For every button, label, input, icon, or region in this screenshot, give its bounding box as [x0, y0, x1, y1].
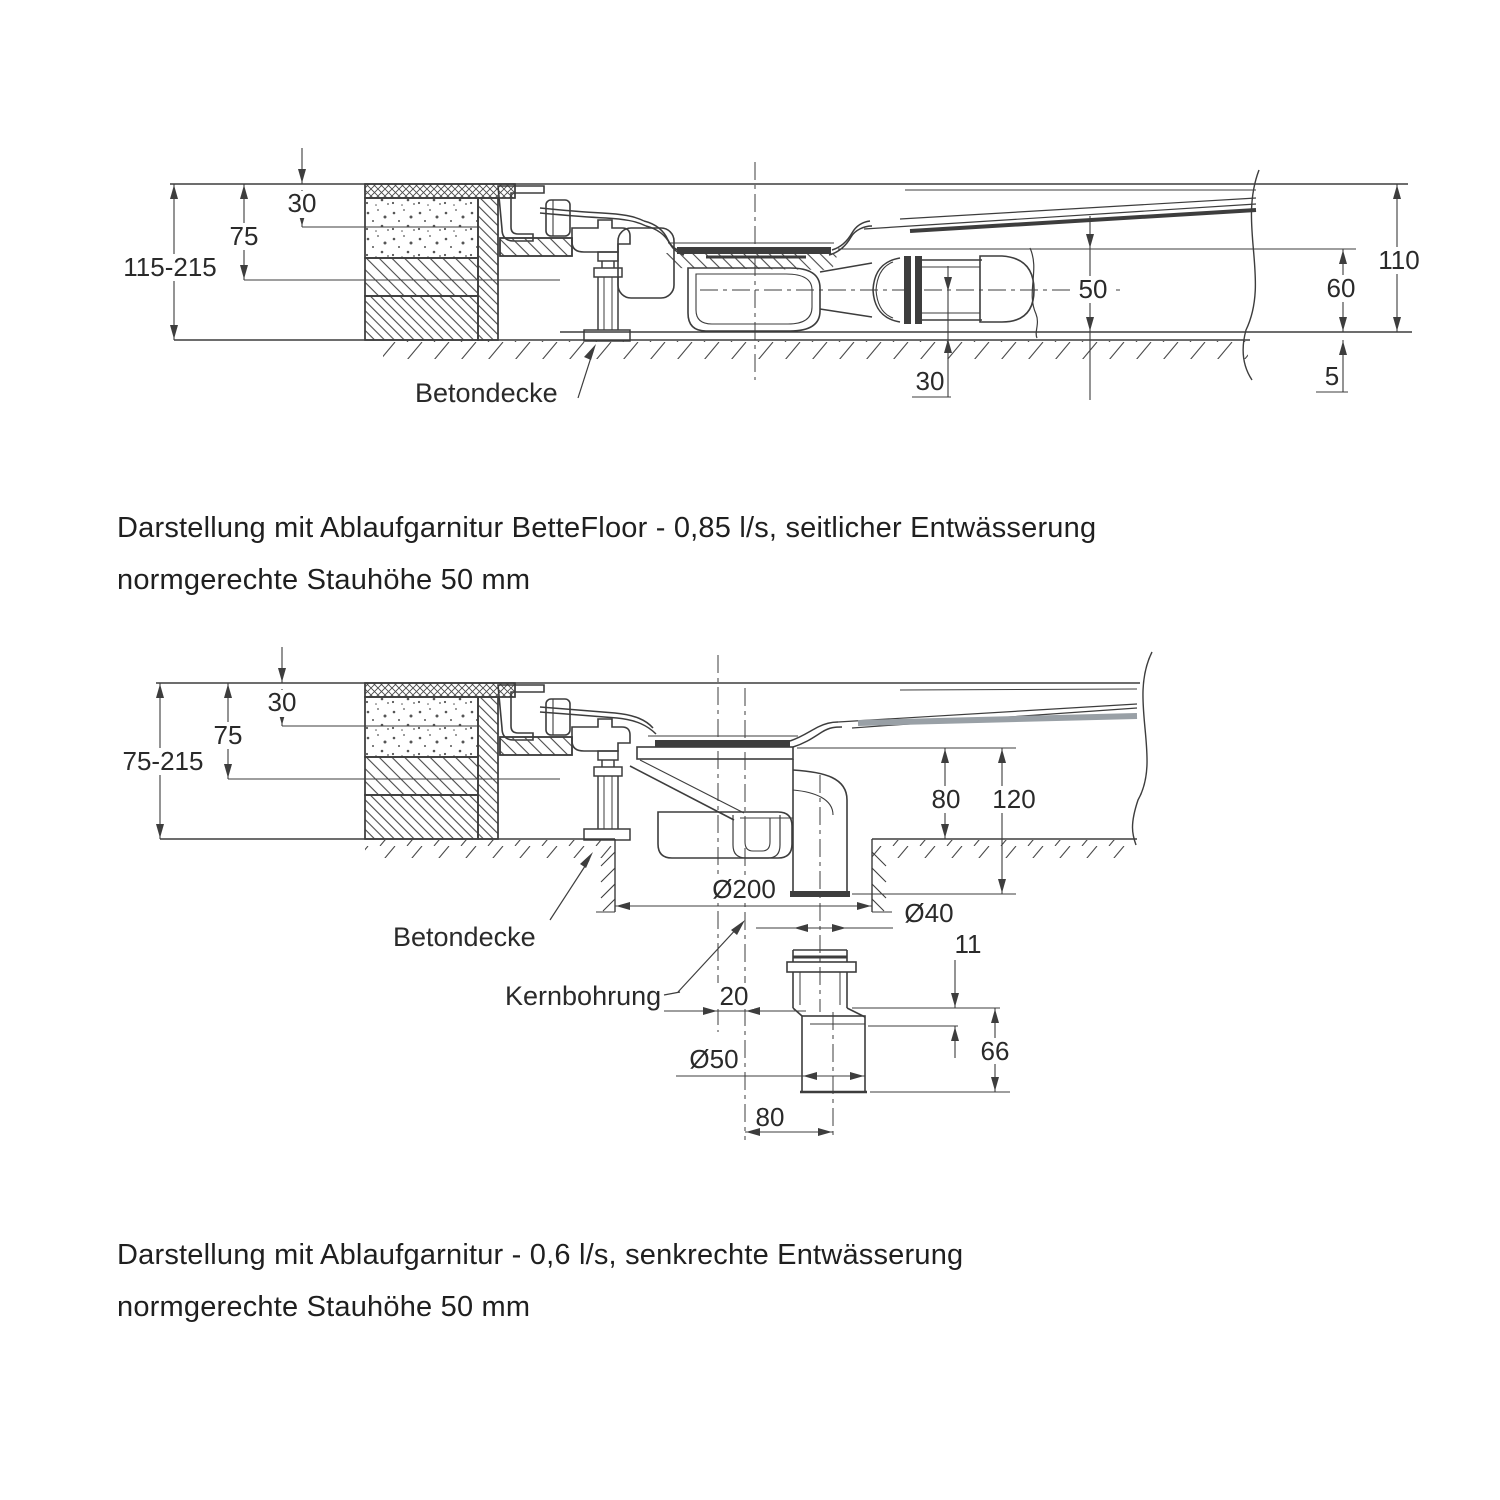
figure2-caption-line2: normgerechte Stauhöhe 50 mm	[117, 1291, 531, 1323]
fig1-tray-sheet-right	[864, 198, 1256, 231]
figure2-caption	[117, 1229, 1417, 1333]
fig1-dim-foot-adjust: 5	[1324, 361, 1340, 391]
fig1-dimension-labels	[116, 188, 1427, 396]
fig1-dim-total-height: 110	[1378, 245, 1420, 275]
fig1-dim-axis-to-bottom: 30	[915, 366, 945, 396]
fig2-dim-drain-height: 80	[931, 784, 961, 814]
figure1-caption-line1: Darstellung mit Ablaufgarnitur BetteFloor - 0,85 l/s, seitlicher Entwässerung	[117, 512, 1097, 544]
figure2-drawing	[118, 647, 1152, 1140]
fig2-break-line	[1133, 652, 1153, 845]
fig2-dimension-labels	[118, 687, 1042, 1132]
fig1-wall-section	[365, 184, 515, 340]
fig2-outlet-connector	[787, 950, 867, 1092]
fig1-dim-top-layer: 30	[287, 188, 317, 218]
figure2-caption-line1: Darstellung mit Ablaufgarnitur - 0,6 l/s, senkrechte Entwässerung	[117, 1239, 964, 1271]
fig1-outlet-pipe	[820, 248, 1037, 338]
fig1-betondecke-label: Betondecke	[415, 378, 558, 408]
fig2-dim-core-diameter: Ø200	[712, 874, 776, 904]
fig2-dim-pipe-diameter: Ø40	[904, 898, 954, 928]
fig1-dim-stauhoehe: 50	[1078, 274, 1108, 304]
figure1-caption-line2: normgerechte Stauhöhe 50 mm	[117, 564, 531, 596]
fig2-kernbohrung-callout	[505, 920, 745, 1011]
fig2-dim-outlet-offset: 80	[755, 1102, 785, 1132]
fig2-betondecke-label: Betondecke	[393, 922, 536, 952]
fig2-tray-sheet-right	[838, 704, 1137, 728]
fig1-profile-bracket	[498, 186, 646, 256]
fig1-floor	[174, 332, 1412, 359]
fig2-dim-pipe-length: 120	[992, 784, 1036, 814]
fig2-drain-grate	[655, 740, 790, 747]
fig2-dim-floor-buildup: 75	[213, 720, 243, 750]
fig2-gray-seal-band	[858, 716, 1137, 723]
fig1-adjustable-foot	[584, 252, 630, 341]
fig1-dim-height-range: 115-215	[123, 252, 217, 282]
fig2-upper-edge-line	[900, 689, 1137, 690]
fig2-dim-top-layer: 30	[267, 687, 297, 717]
fig2-adjustable-foot	[584, 751, 630, 840]
fig2-kernbohrung-label: Kernbohrung	[505, 981, 662, 1011]
fig2-wall-section	[365, 683, 630, 840]
fig1-drain-grate	[677, 247, 831, 254]
fig2-betondecke-callout	[393, 852, 593, 952]
fig2-dim-height-range: 75-215	[122, 746, 204, 776]
fig2-dim-socket-depth: 11	[954, 929, 982, 959]
fig2-dim-outlet-diameter: Ø50	[689, 1044, 739, 1074]
figure1-drawing	[116, 148, 1427, 408]
fig2-dim-center-offset: 20	[719, 981, 749, 1011]
figure1-caption	[117, 502, 1417, 606]
fig1-tray-basin	[644, 221, 872, 270]
fig2-floor-core-hole	[160, 839, 1137, 912]
fig1-dim-under-tray: 60	[1326, 273, 1356, 303]
fig1-dim-floor-buildup: 75	[229, 221, 259, 251]
fig2-dim-connector-height: 66	[980, 1036, 1010, 1066]
